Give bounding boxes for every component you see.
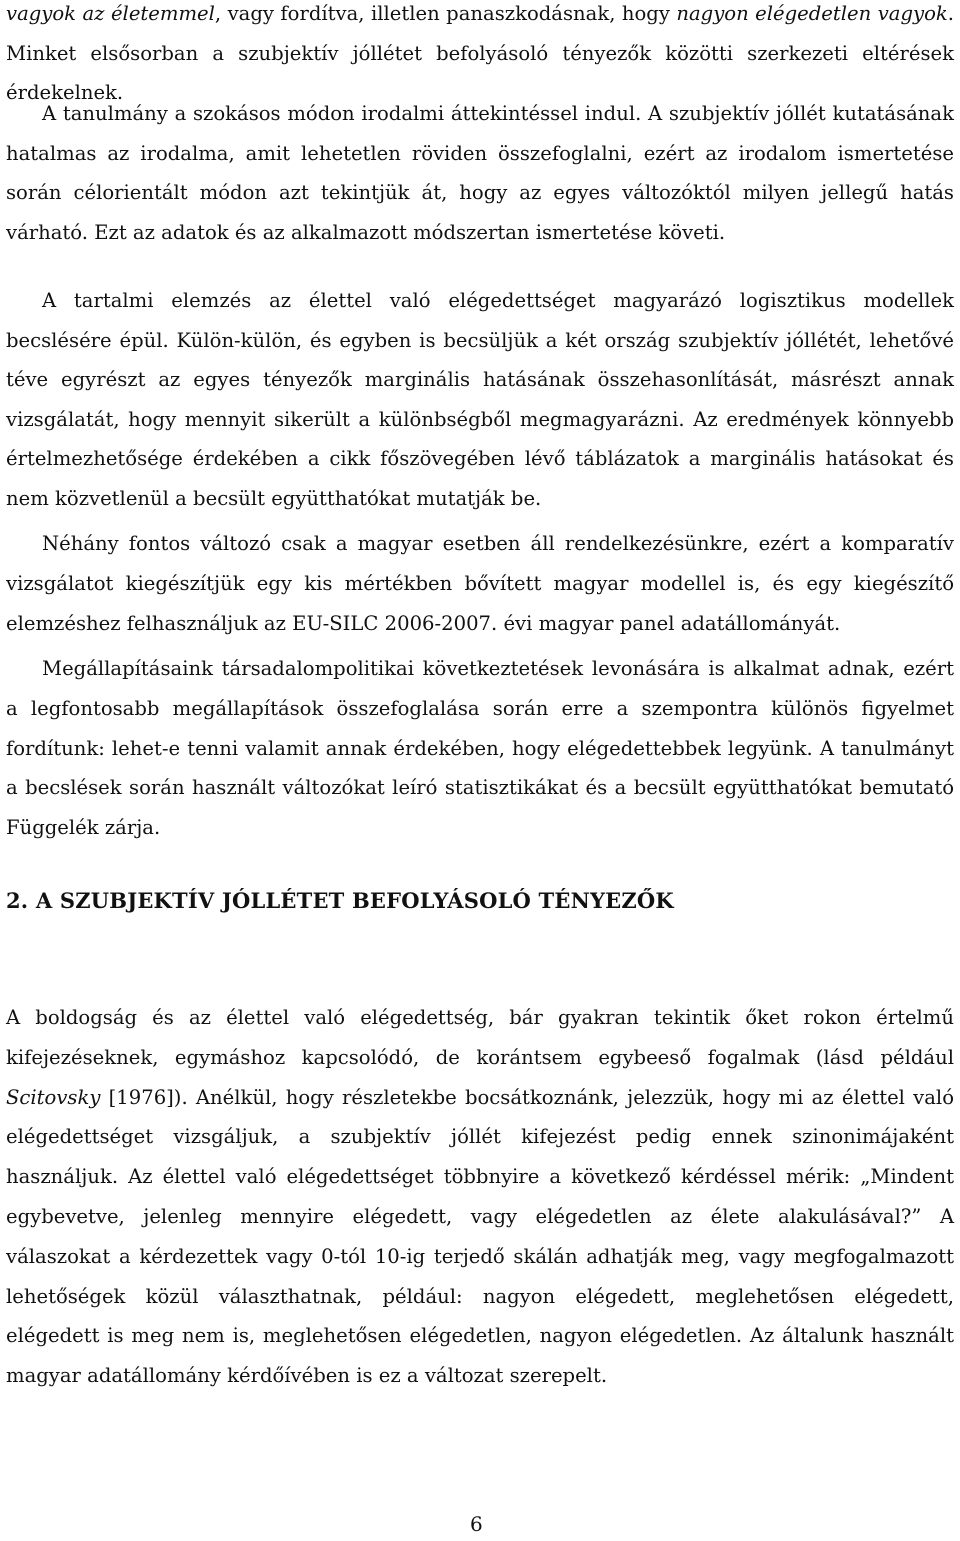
page-number: 6 xyxy=(470,1512,483,1536)
author-citation: Scitovsky xyxy=(6,1085,101,1109)
paragraph-3: A tartalmi elemzés az élettel való elégedettséget magyarázó logisztikus modellek becslésére épül. Külön-külön, és egyben is becsüljük a két ország szubjektív jóllétét, lehetővé téve egyrészt az egyes tényezők marginális hatásának összehasonlítását, másrészt annak vizsgálatát, hogy mennyit sikerült a különbségből megmagyarázni. Az eredmények könnyebb értelmezhetősége érdekében a cikk főszövegében lévő táblázatok a marginális hatásokat és nem közvetlenül a becsült együtthatókat mutatják be. xyxy=(6,289,954,510)
section-heading: 2. A SZUBJEKTÍV JÓLLÉTET BEFOLYÁSOLÓ TÉNYEZŐK xyxy=(6,888,674,913)
text-span: . Minket elsősorban a szubjektív jóllétet befolyásoló tényezők közötti szerkezeti eltérések érdekelnek. xyxy=(6,2,954,104)
text-span: [1976]). Anélkül, hogy részletekbe bocsátkoznánk, jelezzük, hogy mi az élettel való elégedettséget vizsgáljuk, a szubjektív jóllét kifejezést pedig ennek szinonimájaként használjuk. Az élettel való elégedettséget többnyire a következő kérdéssel mérik: „Mindent egybevetve, jelenleg mennyire elégedett, vagy elégedetlen az élete alakulásával?” A válaszokat a kérdezettek vagy 0-tól 10-ig terjedő skálán adhatják meg, vagy megfogalmazott lehetőségek közül választhatnak, például: nagyon elégedett, meglehetősen elégedett, elégedett is meg nem is, meglehetősen elégedetlen, nagyon elégedetlen. Az általunk használt magyar adatállomány kérdőívében is ez a változat szerepelt. xyxy=(6,1085,954,1388)
paragraph-2: A tanulmány a szokásos módon irodalmi áttekintéssel indul. A szubjektív jóllét kutatásának hatalmas az irodalma, amit lehetetlen röviden összefoglalni, ezért az irodalom ismertetése során célorientált módon azt tekintjük át, hogy az egyes változóktól milyen jellegű hatás várható. Ezt az adatok és az alkalmazott módszertan ismertetése követi. xyxy=(6,102,954,244)
text-span: A boldogság és az élettel való elégedettség, bár gyakran tekintik őket rokon értelmű kifejezéseknek, egymáshoz kapcsolódó, de korántsem egybeeső fogalmak (lásd például xyxy=(6,1006,954,1069)
paragraph-5: Megállapításaink társadalompolitikai következtetések levonására is alkalmat adnak, ezért a legfontosabb megállapítások összefoglalása során erre a szempontra különös figyelmet fordítunk: lehet-e tenni valamit annak érdekében, hogy elégedettebbek legyünk. A tanulmányt a becslések során használt változókat leíró statisztikákat és a becsült együtthatókat bemutató Függelék zárja. xyxy=(6,657,954,840)
text-span: , vagy fordítva, illetlen panaszkodásnak, hogy xyxy=(214,2,677,25)
italic-phrase: vagyok az életemmel xyxy=(6,2,215,25)
italic-phrase: nagyon elégedetlen vagyok xyxy=(676,2,948,25)
paragraph-4: Néhány fontos változó csak a magyar esetben áll rendelkezésünkre, ezért a komparatív vizsgálatot kiegészítjük egy kis mértékben bővített magyar modellel is, és egy kiegészítő elemzéshez felhasználjuk az EU-SILC 2006-2007. évi magyar panel adatállományát. xyxy=(6,532,954,635)
paragraph-6 xyxy=(6,998,954,1396)
